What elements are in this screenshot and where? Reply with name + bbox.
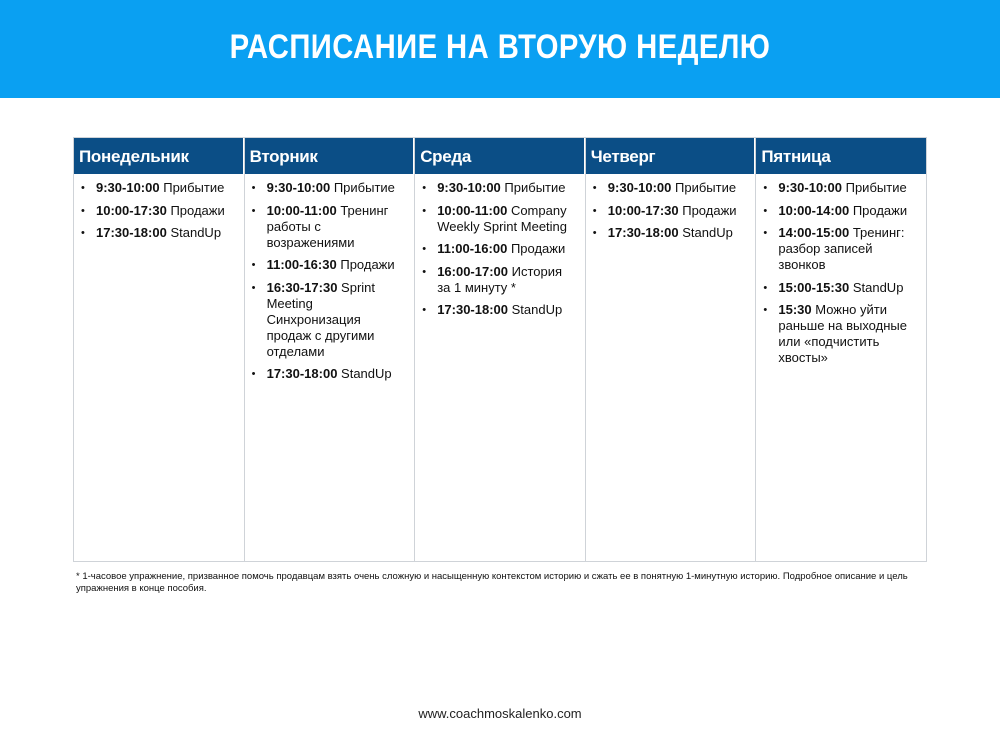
item-time: 10:00-17:30 (607, 202, 679, 218)
item-text: Продажи (340, 257, 395, 272)
bullet-icon: • (251, 259, 256, 271)
bullet-icon: • (592, 204, 597, 217)
bullet-icon: • (763, 304, 768, 316)
bullet-icon: • (592, 182, 597, 194)
schedule-item (760, 302, 920, 366)
item-text: Прибытие (845, 180, 907, 195)
schedule-item (78, 180, 238, 196)
item-text: Прибытие (333, 180, 395, 195)
item-text: Company Weekly Sprint Meeting (437, 202, 568, 234)
day-items-list (245, 174, 415, 389)
item-text: StandUp (511, 302, 563, 317)
item-time: 11:00-16:30 (266, 257, 337, 272)
schedule-item (249, 280, 409, 360)
item-text: Продажи (170, 202, 225, 218)
schedule-item (590, 180, 750, 196)
bullet-icon: • (81, 227, 85, 239)
day-column-wednesday (415, 138, 586, 561)
bullet-icon: • (763, 227, 768, 239)
item-text: Тренинг: разбор записей звонков (778, 225, 905, 272)
day-column-monday (74, 138, 245, 561)
bullet-icon: • (763, 204, 768, 217)
item-time: 9:30-10:00 (437, 180, 501, 195)
item-time: 17:30-18:00 (437, 302, 509, 317)
item-text: Прибытие (163, 180, 225, 195)
page-title: РАСПИСАНИЕ НА ВТОРУЮ НЕДЕЛЮ (229, 28, 771, 66)
day-header: Среда (415, 138, 585, 174)
day-column-tuesday (245, 138, 416, 561)
bullet-icon: • (763, 182, 768, 194)
day-column-friday (756, 138, 926, 561)
day-header: Понедельник (74, 138, 244, 174)
item-time: 10:00-11:00 (266, 202, 337, 218)
schedule-item (590, 203, 750, 219)
schedule-item (249, 180, 409, 196)
bullet-icon: • (251, 281, 256, 294)
item-text: StandUp (341, 366, 392, 381)
item-text: Прибытие (504, 180, 566, 195)
bullet-icon: • (81, 204, 85, 217)
bullet-icon: • (251, 182, 256, 194)
header-banner (0, 0, 1000, 98)
item-time: 14:00-15:00 (778, 225, 850, 240)
bullet-icon: • (251, 204, 256, 217)
item-time: 10:00-17:30 (96, 202, 167, 218)
bullet-icon: • (763, 281, 768, 294)
schedule-item (419, 302, 579, 318)
schedule-item (760, 225, 920, 273)
item-time: 9:30-10:00 (266, 180, 331, 195)
day-column-thursday (586, 138, 757, 561)
item-time: 16:30-17:30 (266, 279, 338, 295)
bullet-icon: • (422, 304, 427, 316)
item-text: Продажи (510, 241, 566, 256)
item-text: StandUp (682, 225, 733, 240)
bullet-icon: • (422, 265, 427, 278)
footer-website-link[interactable]: www.coachmoskalenko.com (418, 706, 582, 721)
schedule-item (760, 280, 920, 296)
schedule-item (249, 366, 409, 382)
bullet-icon: • (81, 182, 85, 194)
item-text: StandUp (170, 225, 222, 240)
item-time: 9:30-10:00 (607, 180, 672, 195)
schedule-item (249, 257, 409, 273)
day-header: Вторник (245, 138, 415, 174)
item-text: Sprint Meeting Синхронизация продаж с другими отделами (266, 279, 376, 359)
item-time: 15:30 (778, 302, 812, 317)
bullet-icon: • (422, 182, 427, 194)
item-time: 10:00-14:00 (778, 202, 850, 218)
schedule-item (760, 180, 920, 196)
item-text: Тренинг работы с возражениями (266, 202, 389, 250)
day-header: Четверг (586, 138, 756, 174)
item-time: 17:30-18:00 (96, 225, 167, 240)
day-items-list (74, 174, 244, 248)
item-text: Прибытие (675, 180, 737, 195)
item-text: Продажи (682, 202, 737, 218)
schedule-item (419, 264, 579, 296)
day-items-list (586, 174, 756, 248)
schedule-item (419, 180, 579, 196)
bullet-icon: • (422, 243, 427, 255)
bullet-icon: • (592, 227, 597, 239)
bullet-icon: • (251, 368, 256, 380)
footnote: * 1-часовое упражнение, призванное помочь продавцам взять очень сложную и насыщенную контекстом историю и сжать ее в понятную 1-минутную историю. Подробное описание и цель упражнения в конце пособия. (76, 571, 908, 594)
weekly-schedule-table (73, 137, 927, 562)
schedule-item (419, 203, 579, 235)
item-text: Продажи (852, 202, 908, 218)
day-header: Пятница (756, 138, 926, 174)
item-time: 9:30-10:00 (778, 180, 842, 195)
day-items-list (756, 174, 926, 373)
schedule-item (419, 241, 579, 257)
item-time: 17:30-18:00 (266, 366, 338, 381)
schedule-item (78, 225, 238, 241)
item-text: StandUp (852, 279, 904, 295)
item-time: 15:00-15:30 (778, 279, 850, 295)
day-items-list (415, 174, 585, 325)
bullet-icon: • (422, 204, 427, 217)
item-time: 17:30-18:00 (607, 225, 679, 240)
item-time: 10:00-11:00 (437, 202, 508, 218)
schedule-item (590, 225, 750, 241)
schedule-item (249, 203, 409, 251)
schedule-item (78, 203, 238, 219)
schedule-item (760, 203, 920, 219)
item-time: 9:30-10:00 (96, 180, 160, 195)
item-time: 11:00-16:00 (437, 241, 508, 256)
item-text: История за 1 минуту * (437, 263, 563, 295)
item-time: 16:00-17:00 (437, 263, 509, 279)
item-text: Можно уйти раньше на выходные или «подчистить хвосты» (778, 302, 907, 365)
